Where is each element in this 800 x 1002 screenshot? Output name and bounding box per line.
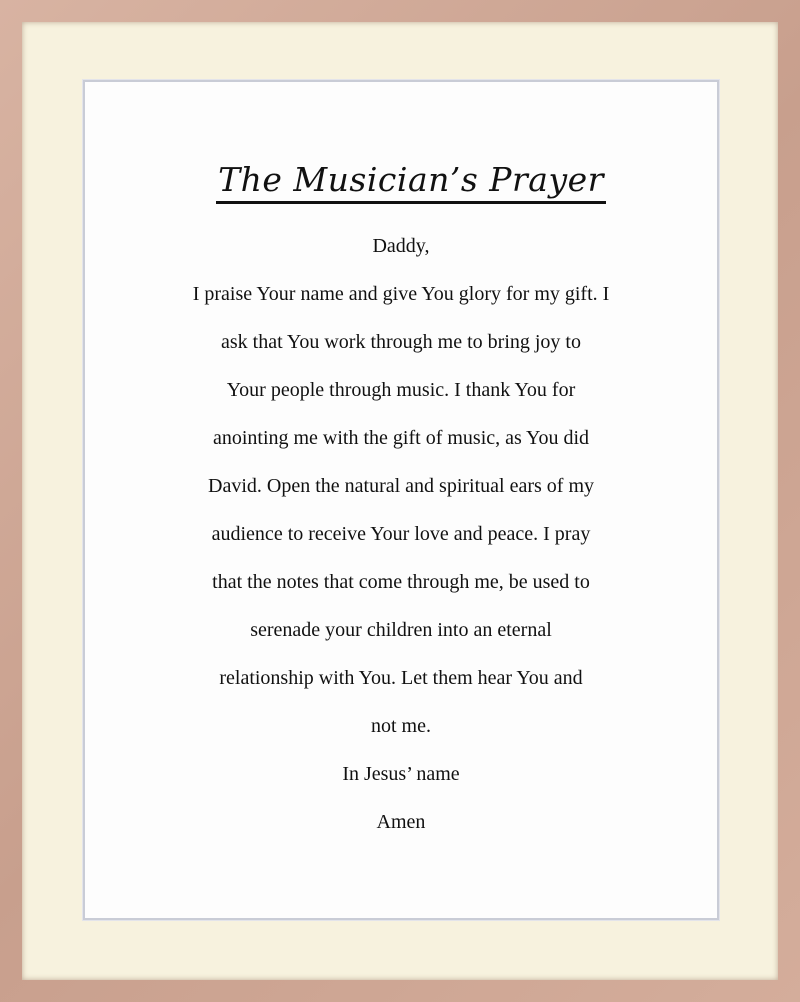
closing-signoff: Amen (376, 811, 426, 833)
prayer-line: serenade your children into an eternal (250, 619, 552, 641)
title-text: The Musician’s Prayer (216, 160, 606, 204)
page-title (85, 160, 717, 204)
prayer-body (85, 222, 717, 846)
prayer-line: David. Open the natural and spiritual ears of my (208, 475, 594, 497)
prayer-line: audience to receive Your love and peace. I pray (211, 523, 591, 545)
prayer-line: anointing me with the gift of music, as You did (212, 427, 590, 449)
prayer-line: Your people through music. I thank You for (226, 379, 576, 401)
prayer-line: that the notes that come through me, be used to (212, 571, 590, 593)
salutation: Daddy, (372, 235, 430, 257)
frame-mat (22, 22, 778, 980)
document-page (83, 80, 719, 920)
prayer-line: not me. (371, 715, 431, 737)
prayer-line: ask that You work through me to bring joy to (221, 331, 581, 353)
prayer-line: I praise Your name and give You glory for my gift. I (192, 283, 610, 305)
prayer-line: relationship with You. Let them hear You and (219, 667, 583, 689)
closing-line: In Jesus’ name (342, 763, 460, 785)
